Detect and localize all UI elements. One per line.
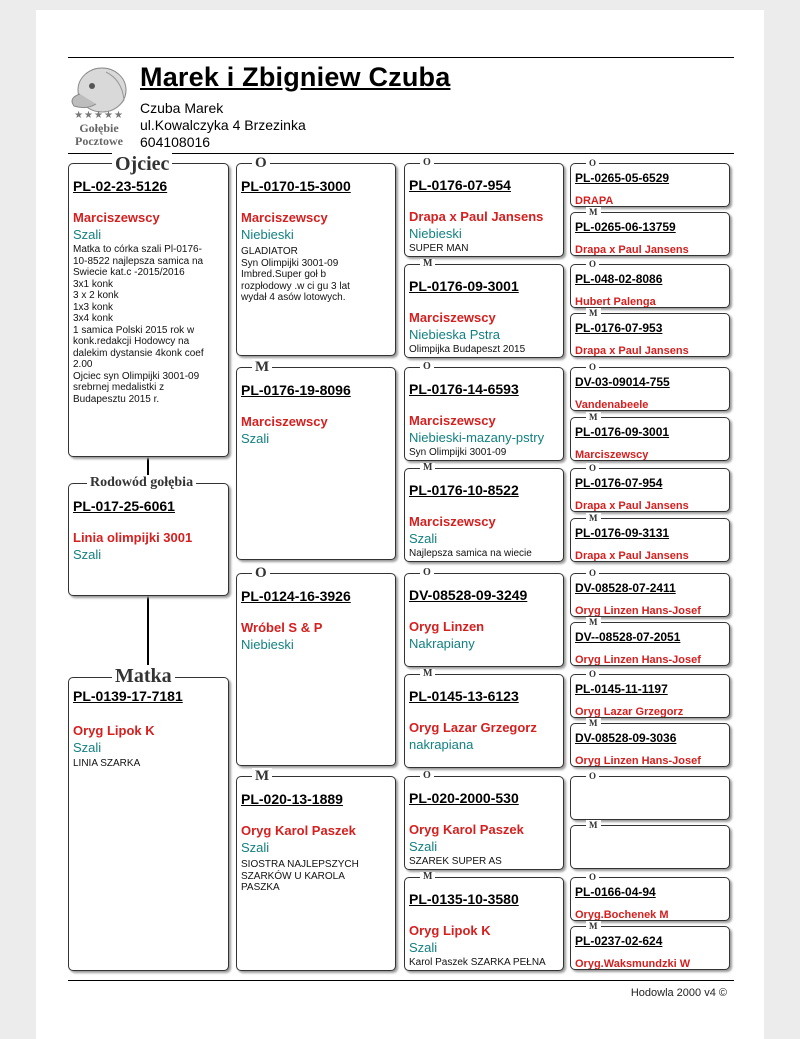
great-grandparent-card[interactable] bbox=[404, 776, 564, 870]
great-grandparent-ring: PL-0176-09-3001 bbox=[409, 278, 519, 294]
sex-label: O bbox=[420, 362, 434, 372]
father-ring: PL-02-23-5126 bbox=[73, 178, 168, 194]
ancestor-ring: PL-0265-05-6529 bbox=[575, 171, 670, 185]
great-grandparent-ring: PL-0135-10-3580 bbox=[409, 891, 519, 907]
connector-subject-mother bbox=[147, 595, 149, 667]
grandparent-description: SIOSTRA NAJLEPSZYCH SZARKÓW U KAROLA PASZKA bbox=[241, 859, 359, 893]
ancestor-name: Oryg Linzen Hans-Josef bbox=[575, 654, 701, 666]
mother-description: LINIA SZARKA bbox=[73, 758, 141, 769]
ancestor-ring: PL-0265-06-13759 bbox=[575, 220, 676, 234]
sex-label: O bbox=[586, 463, 599, 473]
sex-label: M bbox=[586, 617, 601, 627]
father-color: Szali bbox=[73, 227, 102, 242]
sex-label: M bbox=[586, 308, 601, 318]
great-grandparent-color: Nakrapiany bbox=[409, 636, 475, 651]
ancestor-ring: PL-0176-09-3001 bbox=[575, 425, 670, 439]
mother-ring: PL-0139-17-7181 bbox=[73, 688, 183, 704]
sex-label: O bbox=[586, 362, 599, 372]
sex-label: O bbox=[420, 158, 434, 168]
great-grandparent-ring: DV-08528-09-3249 bbox=[409, 587, 528, 603]
sex-label: M bbox=[420, 669, 435, 679]
owner-phone: 604108016 bbox=[140, 134, 211, 150]
ancestor-card[interactable] bbox=[570, 877, 730, 921]
ancestor-name: Oryg.Bochenek M bbox=[575, 909, 669, 921]
great-grandparent-name: Marciszewscy bbox=[409, 310, 496, 325]
great-grandparent-name: Oryg Karol Paszek bbox=[409, 822, 524, 837]
grandparent-ring: PL-0124-16-3926 bbox=[241, 588, 351, 604]
sex-label: O bbox=[420, 771, 434, 781]
ancestor-card[interactable] bbox=[570, 674, 730, 718]
ancestor-card[interactable] bbox=[570, 622, 730, 666]
great-grandparent-name: Oryg Lipok K bbox=[409, 923, 491, 938]
ancestor-card[interactable] bbox=[570, 313, 730, 357]
header-top-rule bbox=[68, 57, 734, 58]
mother-name: Oryg Lipok K bbox=[73, 723, 155, 738]
sex-label: O bbox=[586, 158, 599, 168]
pigeon-logo bbox=[66, 60, 132, 152]
great-grandparent-description: Karol Paszek SZARKA PEŁNA bbox=[409, 957, 546, 968]
great-grandparent-name: Oryg Linzen bbox=[409, 619, 485, 634]
ancestor-ring: PL-0145-11-1197 bbox=[575, 682, 668, 696]
sex-label: O bbox=[420, 568, 434, 578]
sex-label: O bbox=[586, 872, 599, 882]
ancestor-ring: DV-03-09014-755 bbox=[575, 375, 670, 389]
great-grandparent-card[interactable] bbox=[404, 877, 564, 971]
ancestor-card[interactable] bbox=[570, 417, 730, 461]
grandparent-card[interactable] bbox=[236, 163, 396, 356]
great-grandparent-color: Szali bbox=[409, 531, 438, 546]
logo-text-bottom: Pocztowe bbox=[75, 134, 123, 148]
sex-label: M bbox=[586, 513, 601, 523]
great-grandparent-color: Szali bbox=[409, 839, 438, 854]
ancestor-ring: PL-0176-07-953 bbox=[575, 321, 663, 335]
owner-address: ul.Kowalczyka 4 Brzezinka bbox=[140, 117, 306, 133]
great-grandparent-description: Najlepsza samica na wiecie bbox=[409, 548, 532, 559]
great-grandparent-card[interactable] bbox=[404, 674, 564, 768]
subject-label: Rodowód gołębia bbox=[87, 475, 196, 490]
logo-text-top: Gołębie bbox=[79, 121, 119, 135]
great-grandparent-card[interactable] bbox=[404, 163, 564, 257]
ancestor-name: Drapa x Paul Jansens bbox=[575, 244, 689, 256]
ancestor-ring: PL-048-02-8086 bbox=[575, 272, 663, 286]
great-grandparent-card[interactable] bbox=[404, 573, 564, 667]
grandparent-name: Marciszewscy bbox=[241, 210, 328, 225]
great-grandparent-name: Marciszewscy bbox=[409, 514, 496, 529]
mother-card[interactable] bbox=[68, 677, 229, 971]
grandparent-ring: PL-0176-19-8096 bbox=[241, 382, 351, 398]
mother-label: Matka bbox=[112, 665, 175, 687]
owner-name: Czuba Marek bbox=[140, 100, 224, 116]
ancestor-card[interactable] bbox=[570, 468, 730, 512]
great-grandparent-ring: PL-020-2000-530 bbox=[409, 790, 519, 806]
ancestor-ring: DV-08528-09-3036 bbox=[575, 731, 677, 745]
grandparent-color: Szali bbox=[241, 840, 270, 855]
ancestor-name: DRAPA bbox=[575, 195, 614, 207]
ancestor-name: Oryg Linzen Hans-Josef bbox=[575, 755, 701, 767]
sex-label: M bbox=[586, 921, 601, 931]
great-grandparent-description: Olimpijka Budapeszt 2015 bbox=[409, 344, 526, 355]
ancestor-card[interactable] bbox=[570, 825, 730, 869]
great-grandparent-color: Niebieski bbox=[409, 226, 462, 241]
great-grandparent-color: Niebieska Pstra bbox=[409, 327, 501, 342]
ancestor-card[interactable] bbox=[570, 926, 730, 970]
subject-name: Linia olimpijki 3001 bbox=[73, 530, 193, 545]
great-grandparent-ring: PL-0176-14-6593 bbox=[409, 381, 519, 397]
ancestor-card[interactable] bbox=[570, 264, 730, 308]
sex-label: M bbox=[586, 718, 601, 728]
sex-label: O bbox=[586, 669, 599, 679]
great-grandparent-description: Syn Olimpijki 3001-09 bbox=[409, 447, 507, 458]
ancestor-ring: PL-0237-02-624 bbox=[575, 934, 663, 948]
grandparent-card[interactable] bbox=[236, 776, 396, 971]
ancestor-name: Oryg Lazar Grzegorz bbox=[575, 706, 684, 718]
great-grandparent-ring: PL-0145-13-6123 bbox=[409, 688, 519, 704]
father-name: Marciszewscy bbox=[73, 210, 160, 225]
sex-label: M bbox=[586, 820, 601, 830]
ancestor-card[interactable] bbox=[570, 723, 730, 767]
ancestor-name: Oryg.Waksmundzki W bbox=[575, 958, 691, 970]
grandparent-color: Szali bbox=[241, 431, 270, 446]
footer-text: Hodowla 2000 v4 © bbox=[630, 987, 727, 999]
mother-color: Szali bbox=[73, 740, 102, 755]
ancestor-ring: DV--08528-07-2051 bbox=[575, 630, 681, 644]
grandparent-name: Marciszewscy bbox=[241, 414, 328, 429]
ancestor-name: Drapa x Paul Jansens bbox=[575, 500, 689, 512]
ancestor-name: Vandenabeele bbox=[575, 399, 649, 411]
sex-label: M bbox=[420, 463, 435, 473]
great-grandparent-color: Szali bbox=[409, 940, 438, 955]
sex-label: O bbox=[586, 259, 599, 269]
great-grandparent-name: Marciszewscy bbox=[409, 413, 496, 428]
grandparent-color: Niebieski bbox=[241, 227, 294, 242]
grandparent-ring: PL-0170-15-3000 bbox=[241, 178, 351, 194]
great-grandparent-name: Oryg Lazar Grzegorz bbox=[409, 720, 537, 735]
great-grandparent-ring: PL-0176-10-8522 bbox=[409, 482, 519, 498]
father-card[interactable] bbox=[68, 163, 229, 457]
sex-label: M bbox=[586, 207, 601, 217]
ancestor-name: Drapa x Paul Jansens bbox=[575, 345, 689, 357]
father-description: Matka to córka szali Pl-0176- 10-8522 najlepsza samica na Swiecie kat.c -2015/2016 3x1 konk 3 x 2 konk 1x3 konk 3x4 konk 1 samica Polski 2015 rok w konk.redakcji Hodowcy na dalekim dystansie 4konk coef 2.00 Ojciec syn Olimpijki 3001-09 srebrnej medalistki z Budapesztu 2015 r. bbox=[73, 244, 204, 405]
grandparent-color: Niebieski bbox=[241, 637, 294, 652]
great-grandparent-card[interactable] bbox=[404, 367, 564, 461]
ancestor-card[interactable] bbox=[570, 776, 730, 820]
sex-label: M bbox=[420, 872, 435, 882]
grandparent-card[interactable] bbox=[236, 573, 396, 766]
subject-ring: PL-017-25-6061 bbox=[73, 498, 175, 514]
grandparent-ring: PL-020-13-1889 bbox=[241, 791, 343, 807]
father-label: Ojciec bbox=[112, 153, 172, 175]
ancestor-card[interactable] bbox=[570, 163, 730, 207]
sex-label: M bbox=[420, 259, 435, 269]
great-grandparent-name: Drapa x Paul Jansens bbox=[409, 209, 544, 224]
ancestor-ring: PL-0166-04-94 bbox=[575, 885, 656, 899]
ancestor-ring: DV-08528-07-2411 bbox=[575, 581, 676, 595]
ancestor-name: Oryg Linzen Hans-Josef bbox=[575, 605, 701, 617]
sex-label: O bbox=[252, 155, 270, 171]
grandparent-card[interactable] bbox=[236, 367, 396, 560]
grandparent-name: Wróbel S & P bbox=[241, 620, 323, 635]
sex-label: M bbox=[252, 359, 272, 375]
sex-label: M bbox=[252, 768, 272, 784]
ancestor-card[interactable] bbox=[570, 367, 730, 411]
ancestor-name: Hubert Palenga bbox=[575, 296, 656, 308]
ancestor-name: Drapa x Paul Jansens bbox=[575, 550, 689, 562]
sex-label: O bbox=[586, 568, 599, 578]
ancestor-card[interactable] bbox=[570, 212, 730, 256]
grandparent-description: GLADIATOR Syn Olimpijki 3001-09 Imbred.Super goł b rozpłodowy .w ci gu 3 lat wydał 4 asów lotowych. bbox=[241, 246, 350, 303]
page-title: Marek i Zbigniew Czuba bbox=[140, 62, 451, 92]
great-grandparent-description: SUPER MAN bbox=[409, 243, 469, 254]
logo-stars: ★★★★★ bbox=[74, 110, 124, 121]
ancestor-card[interactable] bbox=[570, 518, 730, 562]
sex-label: O bbox=[252, 565, 270, 581]
great-grandparent-color: Niebieski-mazany-pstry bbox=[409, 430, 545, 445]
ancestor-name: Marciszewscy bbox=[575, 449, 649, 461]
grandparent-name: Oryg Karol Paszek bbox=[241, 823, 356, 838]
great-grandparent-ring: PL-0176-07-954 bbox=[409, 177, 511, 193]
great-grandparent-card[interactable] bbox=[404, 264, 564, 358]
ancestor-ring: PL-0176-07-954 bbox=[575, 476, 663, 490]
ancestor-ring: PL-0176-09-3131 bbox=[575, 526, 670, 540]
great-grandparent-description: SZAREK SUPER AS bbox=[409, 856, 502, 867]
subject-color: Szali bbox=[73, 547, 102, 562]
sex-label: O bbox=[586, 771, 599, 781]
sex-label: M bbox=[586, 412, 601, 422]
great-grandparent-color: nakrapiana bbox=[409, 737, 474, 752]
ancestor-card[interactable] bbox=[570, 573, 730, 617]
great-grandparent-card[interactable] bbox=[404, 468, 564, 562]
subject-card[interactable] bbox=[68, 483, 229, 596]
footer-rule bbox=[68, 980, 734, 981]
